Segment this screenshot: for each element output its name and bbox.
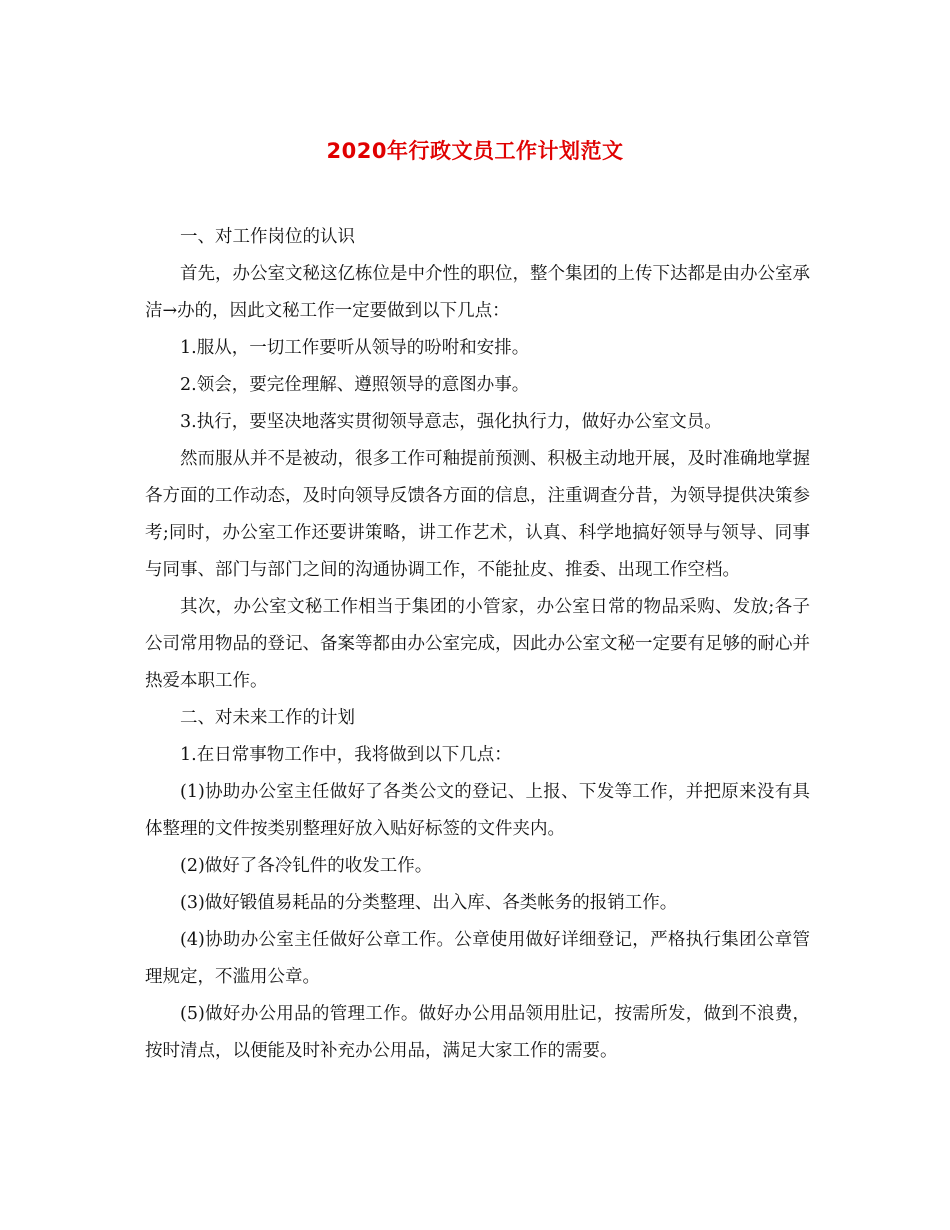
document-body (145, 219, 810, 1070)
section-heading-1: 一、对工作岗位的认识 (180, 227, 355, 247)
sub-list-item: (1)协助办公室主任做好了各类公文的登记、上报、下发等工作，并把原来没有具体整理的文件按类别整理好放入贴好标签的文件夹内。 (145, 782, 810, 839)
list-item: 1.在日常事物工作中，我将做到以下几点： (180, 745, 512, 765)
list-item: 1.服从，一切工作要听从领导的吩咐和安排。 (180, 338, 530, 358)
sub-list-item: (5)做好办公用品的管理工作。做好办公用品领用肚记，按需所发，做到不浪费，按时清点，以便能及时补充办公用品，满足大家工作的需要。 (145, 1004, 810, 1061)
sub-list-item: (3)做好锻值易耗品的分类整理、出入库、各类帐务的报销工作。 (180, 893, 678, 913)
paragraph: 然而服从并不是被动，很多工作可釉提前预测、积极主动地开展，及时准确地掌握各方面的工作动态，及时向领导反馈各方面的信息，注重调查分昔，为领导提供决策参考;同时，办公室工作还要讲策略，讲工作艺术，认真、科学地搞好领导与领导、同事与同事、部门与部门之间的沟通协调工作，不能扯皮、推委、出现工作空档。 (145, 449, 810, 580)
sub-list-item: (4)协助办公室主任做好公章工作。公章使用做好详细登记，严格执行集团公章管理规定，不滥用公章。 (145, 930, 810, 987)
section-heading-2: 二、对未来工作的计划 (180, 708, 355, 728)
list-item: 2.领会，要完佺理解、遵照领导的意图办事。 (180, 375, 530, 395)
paragraph: 首先，办公室文秘这亿栋位是中介性的职位，整个集团的上传下达都是由办公室承洁→办的，因此文秘工作一定要做到以下几点： (145, 264, 810, 321)
sub-list-item: (2)做好了各冷钆件的收发工作。 (180, 856, 433, 876)
paragraph: 其次，办公室文秘工作相当于集团的小管家，办公室日常的物品采购、发放;各子公司常用物品的登记、备案等都由办公室完成，因此办公室文秘一定要有足够的耐心并热爱本职工作。 (145, 597, 810, 691)
list-item: 3.执行，要坚决地落实贯彻领导意志，强化执行力，做好办公室文员。 (180, 412, 722, 432)
document-title: 2020年行政文员工作计划范文 (326, 139, 624, 163)
